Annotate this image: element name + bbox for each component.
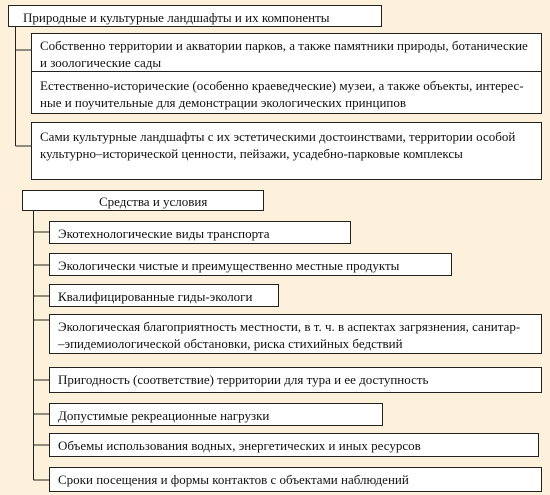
- text-line: ные и поучительные для демонстрации экологических принципов: [40, 95, 406, 110]
- section1-item-box: [31, 122, 542, 180]
- text-line: Собственно территории и акватории парков, а также памятники природы, ботанические: [40, 38, 528, 53]
- section2-item-box: [49, 314, 542, 354]
- text-line: культурно–исторической ценности, пейзажи, усадебно-парковые комплексы: [40, 146, 463, 161]
- text-line: Пригодность (соответствие) территории для тура и ее доступность: [58, 372, 429, 387]
- text-line: Объемы использования водных, энергетических и иных ресурсов: [58, 438, 421, 453]
- text-line: Естественно-исторические (особенно краеведческие) музеи, а также объекты, интерес-: [40, 78, 524, 93]
- text-line: –эпидемиологической обстановки, риска стихийных бедствий: [58, 336, 403, 351]
- section2-item-box: [49, 284, 279, 307]
- section2-item-box: [49, 253, 452, 276]
- section2-item-box: [49, 467, 542, 492]
- text-line: Квалифицированные гиды-экологи: [58, 289, 253, 304]
- text-line: Сами культурные ландшафты с их эстетическими достоинствами, территории особой: [40, 129, 516, 144]
- text-line: и зоологические сады: [40, 55, 162, 70]
- text-line: Экотехнологические виды транспорта: [58, 226, 270, 241]
- text-line: Допустимые рекреационные нагрузки: [58, 408, 270, 423]
- text-line: Сроки посещения и формы контактов с объектами наблюдений: [58, 472, 409, 487]
- section2-item-box: [49, 403, 383, 426]
- section2-item-box: [49, 221, 351, 244]
- section2-item-box: [49, 367, 542, 393]
- section1-group-box: [31, 33, 542, 114]
- section2-header-box: [22, 190, 264, 211]
- section1-header: Природные и культурные ландшафты и их компоненты: [23, 10, 330, 25]
- text-line: Экологически чистые и преимущественно местные продукты: [58, 258, 400, 273]
- section1-group-item: [32, 34, 541, 71]
- text-line: Экологическая благоприятность местности, в т. ч. в аспектах загрязнения, санитар-: [58, 319, 521, 334]
- section1-group-item: [32, 71, 541, 113]
- section1-header-box: [8, 5, 382, 27]
- section2-header: Средства и условия: [99, 194, 208, 209]
- section2-item-box: [49, 433, 539, 457]
